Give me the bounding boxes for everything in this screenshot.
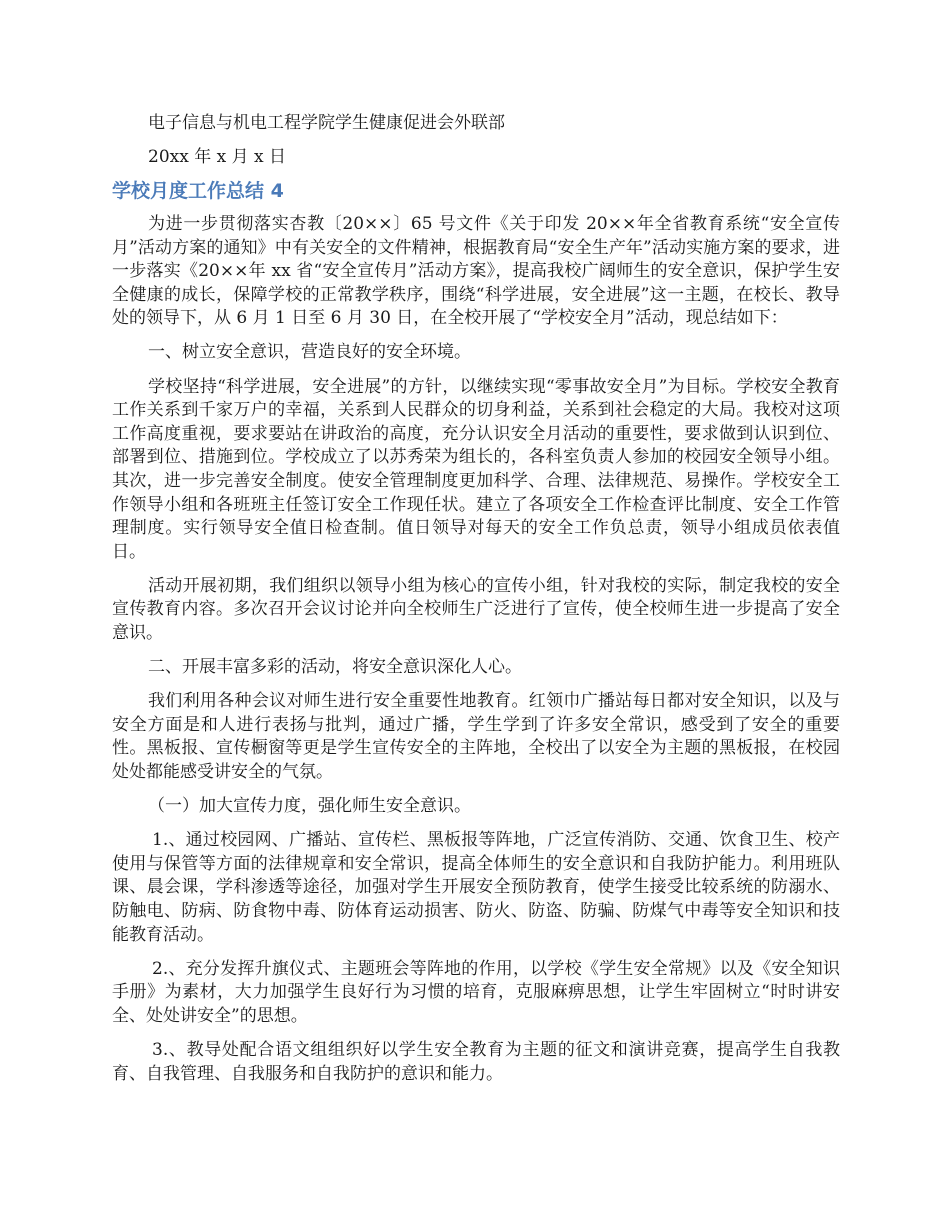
sub-subheading: （一）加大宣传力度，强化师生安全意识。	[148, 796, 471, 817]
document-page	[112, 112, 840, 1097]
list-item: 1.、通过校园网、广播站、宣传栏、黑板报等阵地，广泛宣传消防、交通、饮食卫生、校产使用与保管等方面的法律规章和安全常识，提高全体师生的安全意识和自我防护能力。利用班队课、晨会课，学科渗透等途径，加强对学生开展安全预防教育，使学生接受比较系统的防溺水、防触电、防病、防食物中毒、防体育运动损害、防火、防盗、防骗、防煤气中毒等安全知识和技能教育活动。	[112, 830, 840, 945]
body-paragraph: 学校坚持“科学进展，安全进展”的方针，以继续实现“零事故安全月”为目标。学校安全教育工作关系到千家万户的幸福，关系到人民群众的切身利益，关系到社会稳定的大局。我校对这项工作高度重视，要求要站在讲政治的高度，充分认识安全月活动的重要性，要求做到认识到位、部署到位、措施到位。学校成立了以苏秀荣为组长的，各科室负责人参加的校园安全领导小组。其次，进一步完善安全制度。使安全管理制度更加科学、合理、法律规范、易操作。学校安全工作领导小组和各班班主任签订安全工作现任状。建立了各项安全工作检查评比制度、安全工作管理制度。实行领导安全值日检查制。值日领导对每天的安全工作负总责，领导小组成员依表值日。	[112, 376, 840, 562]
signature-organization: 电子信息与机电工程学院学生健康促进会外联部	[148, 113, 505, 133]
body-paragraph: 活动开展初期，我们组织以领导小组为核心的宣传小组，针对我校的实际，制定我校的安全宣传教育内容。多次召开会议讨论并向全校师生广泛进行了宣传，使全校师生进一步提高了安全意识。	[112, 575, 840, 643]
section-heading: 学校月度工作总结 4	[112, 180, 284, 202]
body-paragraph: 我们利用各种会议对师生进行安全重要性地教育。红领巾广播站每日都对安全知识，以及与安全方面是和人进行表扬与批判，通过广播，学生学到了许多安全常识，感受到了安全的重要性。黑板报、宣传橱窗等更是学生宣传安全的主阵地，全校出了以安全为主题的黑板报，在校园处处都能感受讲安全的气氛。	[112, 691, 840, 782]
subheading-two: 二、开展丰富多彩的活动，将安全意识深化人心。	[148, 657, 522, 678]
intro-paragraph: 为进一步贯彻落实杏教〔20××〕65 号文件《关于印发 20××年全省教育系统“安全宣传月”活动方案的通知》中有关安全的文件精神，根据教育局“安全生产年”活动实施方案的要求，进一步落实《20××年 xx 省“安全宣传月”活动方案》，提高我校广阔师生的安全意识，保护学生安全健康的成长，保障学校的正常教学秩序，围绕“科学进展，安全进展”这一主题，在校长、教导处的领导下，从 6 月 1 日至 6 月 30 日，在全校开展了“学校安全月”活动，现总结如下：	[112, 214, 840, 329]
list-item: 2.、充分发挥升旗仪式、主题班会等阵地的作用，以学校《学生安全常规》以及《安全知识手册》为素材，大力加强学生良好行为习惯的培育，克服麻痹思想，让学生牢固树立“时时讲安全、处处讲安全”的思想。	[112, 958, 840, 1026]
list-item: 3.、教导处配合语文组组织好以学生安全教育为主题的征文和演讲竞赛，提高学生自我教育、自我管理、自我服务和自我防护的意识和能力。	[112, 1039, 840, 1084]
signature-date: 20xx 年 x 月 x 日	[148, 147, 287, 167]
subheading-one: 一、树立安全意识，营造良好的安全环境。	[148, 342, 471, 363]
